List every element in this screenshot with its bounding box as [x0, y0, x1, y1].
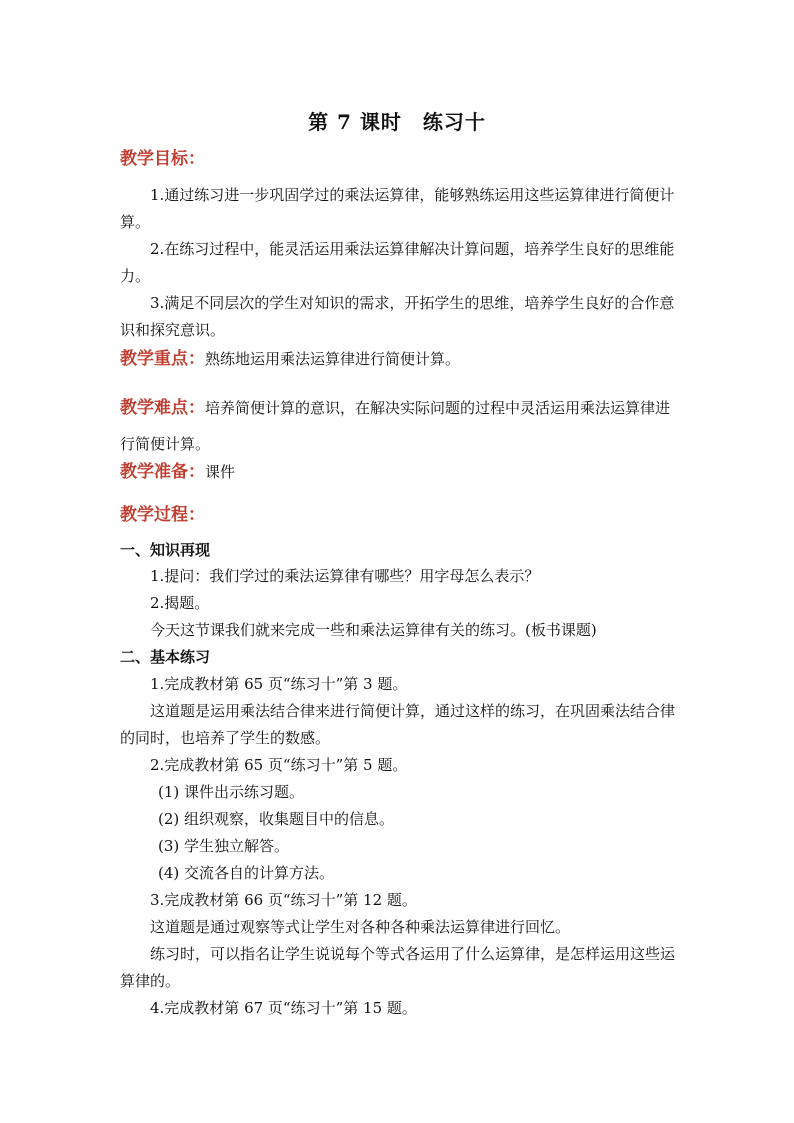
preparation: [120, 459, 680, 486]
difficulty: [120, 390, 680, 462]
preparation-text: 课件: [205, 463, 236, 481]
review-line-1: 1.提问：我们学过的乘法运算律有哪些？用字母怎么表示？: [150, 567, 540, 585]
exercise-2-step-4: (4) 交流各自的计算方法。: [158, 864, 335, 882]
objective-item-2: 2.在练习过程中，能灵活运用乘法运算律解决计算问题，培养学生良好的思维能力。: [120, 240, 675, 285]
exercise-3-desc-1: 这道题是通过观察等式让学生对各种各种乘法运算律进行回忆。: [150, 918, 571, 936]
exercise-2: 2.完成教材第 65 页“练习十”第 5 题。: [150, 756, 408, 774]
review-line-3: 今天这节课我们就来完成一些和乘法运算律有关的练习。(板书课题): [150, 621, 597, 639]
objective-item-1: 1.通过练习进一步巩固学过的乘法运算律，能够熟练运用这些运算律进行简便计算。: [120, 186, 675, 231]
difficulty-label: 教学难点：: [120, 398, 205, 418]
exercise-2-step-1: (1) 课件出示练习题。: [158, 783, 305, 801]
key-point-label: 教学重点：: [120, 349, 205, 369]
exercise-3-desc-2: 练习时，可以指名让学生说说每个等式各运用了什么运算律，是怎样运用这些运算律的。: [120, 945, 676, 990]
section-title-basic: 二、基本练习: [120, 648, 211, 666]
exercise-2-step-2: (2) 组织观察，收集题目中的信息。: [158, 810, 395, 828]
review-line-2: 2.揭题。: [150, 594, 210, 612]
difficulty-text: 培养简便计算的意识，在解决实际问题的过程中灵活运用乘法运算律进行简便计算。: [120, 399, 671, 453]
process-heading: [120, 502, 680, 529]
preparation-label: 教学准备：: [120, 462, 205, 482]
page-title: 第 7 课时 练习十: [308, 110, 486, 134]
exercise-1: 1.完成教材第 65 页“练习十”第 3 题。: [150, 675, 408, 693]
objectives-heading: [120, 146, 680, 173]
objective-item-3: 3.满足不同层次的学生对知识的需求，开拓学生的思维，培养学生良好的合作意识和探究意识。: [120, 294, 675, 339]
process-label: 教学过程：: [120, 505, 205, 525]
key-point-text: 熟练地运用乘法运算律进行简便计算。: [205, 350, 461, 368]
key-point: [120, 346, 680, 373]
objectives-label: 教学目标：: [120, 149, 205, 169]
exercise-3: 3.完成教材第 66 页“练习十”第 12 题。: [150, 891, 417, 909]
exercise-4: 4.完成教材第 67 页“练习十”第 15 题。: [150, 999, 417, 1017]
exercise-1-desc: 这道题是运用乘法结合律来进行简便计算，通过这样的练习，在巩固乘法结合律的同时，也培养了学生的数感。: [120, 702, 676, 747]
section-title-review: 一、知识再现: [120, 541, 211, 559]
exercise-2-step-3: (3) 学生独立解答。: [158, 837, 290, 855]
